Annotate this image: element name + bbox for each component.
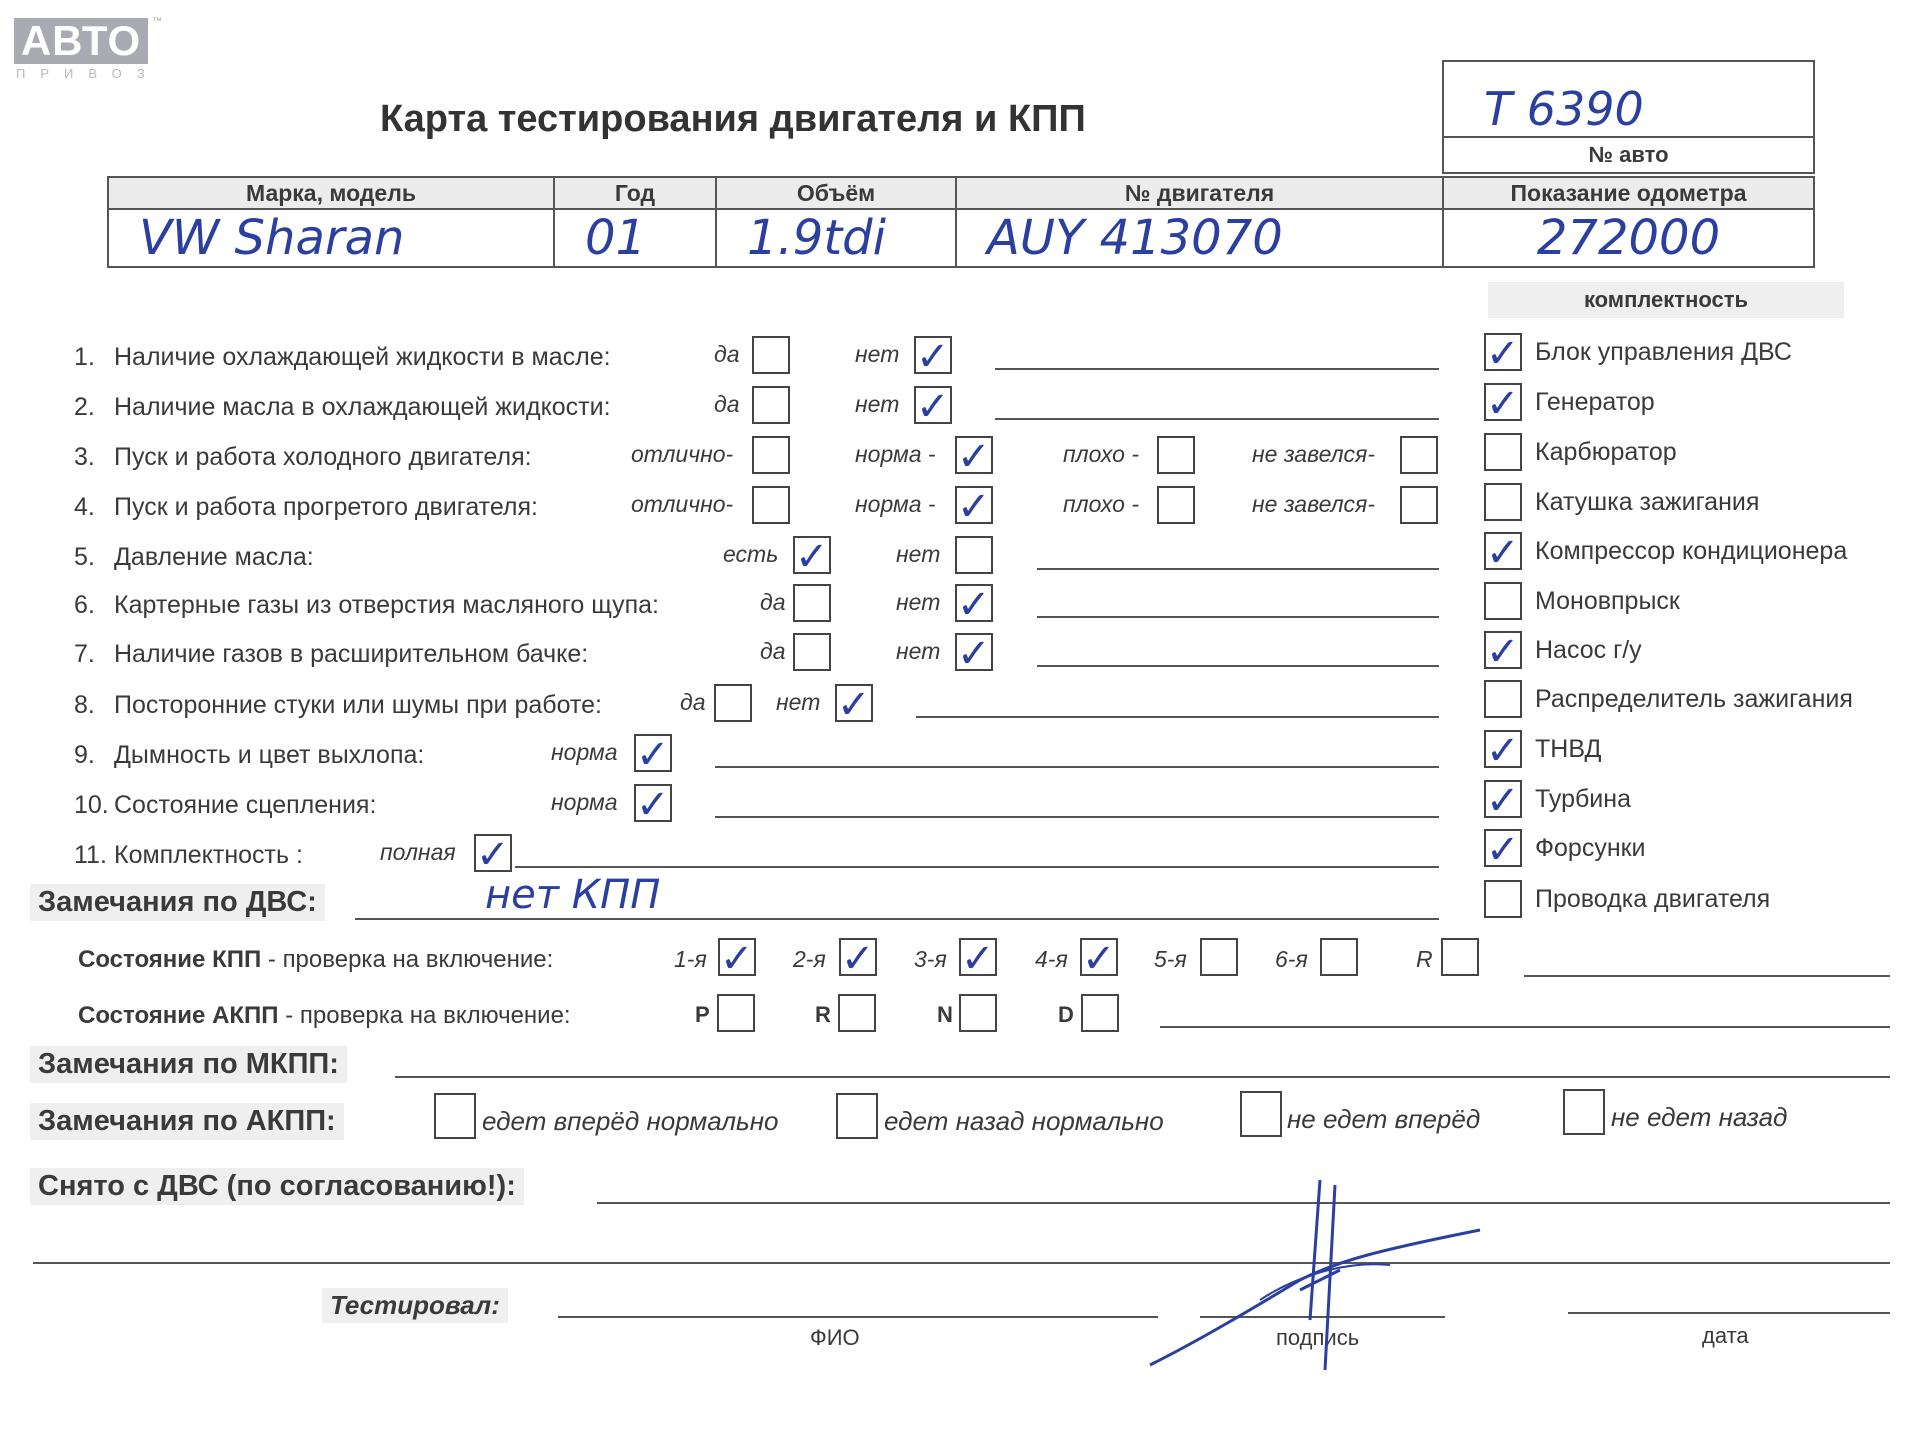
kpp-label-rest: - проверка на включение: bbox=[261, 946, 554, 973]
removed-label: Снято с ДВС (по согласованию!): bbox=[30, 1168, 524, 1205]
q6-text: Картерные газы из отверстия масляного щупа: bbox=[114, 591, 659, 619]
q1-no-checkbox[interactable] bbox=[914, 334, 952, 380]
q4-opt-excellent: отлично- bbox=[631, 491, 734, 517]
komplekt-label-10: Форсунки bbox=[1535, 834, 1646, 862]
q3-normal-checkbox[interactable] bbox=[955, 434, 993, 480]
q9-normal-check: ✓ bbox=[636, 732, 670, 778]
removed-line-2 bbox=[33, 1262, 1890, 1264]
kpp-gear-2-label: 2-я bbox=[793, 946, 826, 972]
q4-normal-check: ✓ bbox=[957, 484, 991, 530]
remarks-mkpp-label: Замечания по МКПП: bbox=[30, 1046, 347, 1083]
kpp-gear-r-label: R bbox=[1416, 946, 1433, 972]
komplekt-check-0: ✓ bbox=[1486, 331, 1520, 377]
vehicle-info-table bbox=[107, 176, 1815, 268]
akpp-forward-ok-label: едет вперёд нормально bbox=[482, 1106, 779, 1136]
q3-opt-nostart: не завелся- bbox=[1252, 441, 1376, 467]
komplekt-check-4: ✓ bbox=[1486, 530, 1520, 576]
kpp-gear-4-label: 4-я bbox=[1035, 946, 1068, 972]
komplekt-checkbox-9[interactable] bbox=[1484, 778, 1522, 824]
col-engine-number: № двигателя bbox=[957, 178, 1442, 208]
q10-line bbox=[715, 816, 1439, 818]
q7-text: Наличие газов в расширительном бачке: bbox=[114, 640, 589, 668]
kpp-gear-5-label: 5-я bbox=[1154, 946, 1187, 972]
kpp-label-bold: Состояние КПП bbox=[78, 946, 262, 973]
komplekt-label-8: ТНВД bbox=[1535, 735, 1602, 763]
q11-opt-full: полная bbox=[380, 839, 456, 865]
komplekt-label-2: Карбюратор bbox=[1535, 438, 1677, 466]
akpp-mode-r-checkbox[interactable] bbox=[838, 994, 876, 1032]
q3-opt-normal: норма - bbox=[855, 441, 936, 467]
q7-no-checkbox[interactable] bbox=[955, 631, 993, 677]
kpp-gear-4-checkbox[interactable] bbox=[1080, 936, 1118, 982]
komplekt-label-1: Генератор bbox=[1535, 388, 1655, 416]
value-engine-number: AUY 413070 bbox=[987, 210, 1283, 266]
fio-line bbox=[558, 1316, 1158, 1318]
q4-opt-bad: плохо - bbox=[1063, 491, 1139, 517]
q5-number: 5. bbox=[74, 543, 95, 571]
kpp-gear-1-check: ✓ bbox=[720, 936, 754, 982]
remarks-dvs-label: Замечания по ДВС: bbox=[30, 884, 325, 921]
akpp-line bbox=[1160, 1026, 1890, 1028]
q4-opt-nostart: не завелся- bbox=[1252, 491, 1376, 517]
q8-opt-yes: да bbox=[680, 689, 706, 715]
kpp-gear-3-label: 3-я bbox=[914, 946, 947, 972]
logo-subtitle: ПРИВОЗ bbox=[16, 66, 160, 81]
kpp-gear-3-check: ✓ bbox=[961, 936, 995, 982]
kpp-gear-6-label: 6-я bbox=[1275, 946, 1308, 972]
q2-opt-no: нет bbox=[855, 391, 900, 417]
col-year: Год bbox=[555, 178, 715, 208]
kpp-label bbox=[78, 946, 553, 974]
q1-no-check: ✓ bbox=[916, 334, 950, 380]
q8-no-check: ✓ bbox=[837, 682, 871, 728]
q4-nostart-checkbox[interactable] bbox=[1400, 486, 1438, 524]
akpp-mode-d-checkbox[interactable] bbox=[1081, 994, 1119, 1032]
q7-opt-yes: да bbox=[760, 638, 786, 664]
komplekt-label-0: Блок управления ДВС bbox=[1535, 338, 1792, 366]
value-model: VW Sharan bbox=[139, 210, 405, 266]
q2-number: 2. bbox=[74, 393, 95, 421]
komplekt-checkbox-8[interactable] bbox=[1484, 728, 1522, 774]
q5-opt-yes: есть bbox=[723, 541, 779, 567]
akpp-label-bold: Состояние АКПП bbox=[78, 1002, 279, 1029]
q11-number: 11. bbox=[74, 841, 107, 869]
kpp-gear-5-checkbox[interactable] bbox=[1200, 938, 1238, 976]
komplekt-checkbox-4[interactable] bbox=[1484, 530, 1522, 576]
value-odometer: 272000 bbox=[1536, 210, 1721, 266]
q6-opt-yes: да bbox=[760, 589, 786, 615]
q3-opt-excellent: отлично- bbox=[631, 441, 734, 467]
q5-text: Давление масла: bbox=[114, 543, 314, 571]
akpp-mode-r-label: R bbox=[815, 1002, 831, 1027]
kpp-line bbox=[1524, 975, 1890, 977]
q6-opt-no: нет bbox=[896, 589, 941, 615]
q10-normal-checkbox[interactable] bbox=[634, 782, 672, 828]
kpp-gear-2-check: ✓ bbox=[841, 936, 875, 982]
komplekt-checkbox-10[interactable] bbox=[1484, 827, 1522, 873]
q4-normal-checkbox[interactable] bbox=[955, 484, 993, 530]
komplekt-label-7: Распределитель зажигания bbox=[1535, 685, 1853, 713]
komplekt-label-11: Проводка двигателя bbox=[1535, 885, 1771, 913]
q1-line bbox=[995, 368, 1439, 370]
q8-no-checkbox[interactable] bbox=[835, 682, 873, 728]
date-caption: дата bbox=[1702, 1323, 1749, 1348]
kpp-gear-r-checkbox[interactable] bbox=[1441, 938, 1479, 976]
komplekt-checkbox-1[interactable] bbox=[1484, 381, 1522, 427]
value-volume: 1.9tdi bbox=[747, 210, 886, 266]
tested-label: Тестировал: bbox=[322, 1288, 508, 1323]
q7-no-check: ✓ bbox=[957, 631, 991, 677]
komplekt-checkbox-2[interactable] bbox=[1484, 433, 1522, 471]
q1-opt-no: нет bbox=[855, 341, 900, 367]
auto-number-value: T 6390 bbox=[1484, 82, 1644, 136]
akpp-forward-ok-checkbox[interactable] bbox=[434, 1093, 476, 1139]
signature-drawing bbox=[1140, 1170, 1500, 1380]
q7-yes-checkbox[interactable] bbox=[793, 633, 831, 671]
q4-excellent-checkbox[interactable] bbox=[752, 486, 790, 524]
komplekt-checkbox-0[interactable] bbox=[1484, 331, 1522, 377]
q1-text: Наличие охлаждающей жидкости в масле: bbox=[114, 343, 611, 371]
q5-yes-checkbox[interactable] bbox=[793, 534, 831, 580]
komplekt-check-8: ✓ bbox=[1486, 728, 1520, 774]
komplekt-check-6: ✓ bbox=[1486, 629, 1520, 675]
auto-number-box bbox=[1442, 60, 1815, 174]
q10-text: Состояние сцепления: bbox=[114, 791, 377, 819]
q5-opt-no: нет bbox=[896, 541, 941, 567]
q7-opt-no: нет bbox=[896, 638, 941, 664]
q9-number: 9. bbox=[74, 741, 95, 769]
signature-caption: подпись bbox=[1276, 1325, 1360, 1350]
komplekt-checkbox-7[interactable] bbox=[1484, 680, 1522, 718]
akpp-label bbox=[78, 1002, 571, 1030]
kpp-gear-6-checkbox[interactable] bbox=[1320, 938, 1358, 976]
q11-full-check: ✓ bbox=[476, 832, 510, 878]
akpp-mode-p-checkbox[interactable] bbox=[717, 994, 755, 1032]
komplekt-checkbox-5[interactable] bbox=[1484, 582, 1522, 620]
q3-excellent-checkbox[interactable] bbox=[752, 436, 790, 474]
kpp-gear-1-checkbox[interactable] bbox=[718, 936, 756, 982]
q4-text: Пуск и работа прогретого двигателя: bbox=[114, 493, 538, 521]
q4-opt-normal: норма - bbox=[855, 491, 936, 517]
q4-number: 4. bbox=[74, 493, 95, 521]
q11-full-checkbox[interactable] bbox=[474, 832, 512, 878]
q2-line bbox=[995, 418, 1439, 420]
col-model: Марка, модель bbox=[109, 178, 553, 208]
akpp-no-forward-label: не едет вперёд bbox=[1287, 1104, 1481, 1134]
akpp-back-ok-checkbox[interactable] bbox=[836, 1093, 878, 1139]
logo-text: АВТО bbox=[14, 18, 148, 64]
col-odometer: Показание одометра bbox=[1444, 178, 1813, 208]
q2-text: Наличие масла в охлаждающей жидкости: bbox=[114, 393, 611, 421]
logo-trademark: ™ bbox=[152, 16, 162, 27]
akpp-mode-n-label: N bbox=[937, 1002, 953, 1027]
q3-number: 3. bbox=[74, 443, 95, 471]
komplekt-checkbox-3[interactable] bbox=[1484, 483, 1522, 521]
q1-yes-checkbox[interactable] bbox=[752, 336, 790, 374]
komplekt-label-6: Насос г/у bbox=[1535, 636, 1642, 664]
q3-nostart-checkbox[interactable] bbox=[1400, 436, 1438, 474]
q3-opt-bad: плохо - bbox=[1063, 441, 1139, 467]
remarks-dvs-line bbox=[355, 918, 1439, 920]
akpp-mode-n-checkbox[interactable] bbox=[959, 994, 997, 1032]
akpp-no-back-checkbox[interactable] bbox=[1563, 1089, 1605, 1135]
value-year: 01 bbox=[585, 210, 647, 266]
q6-no-check: ✓ bbox=[957, 582, 991, 628]
komplekt-checkbox-6[interactable] bbox=[1484, 629, 1522, 675]
q9-normal-checkbox[interactable] bbox=[634, 732, 672, 778]
q11-line bbox=[515, 866, 1439, 868]
akpp-no-back-label: не едет назад bbox=[1611, 1102, 1788, 1132]
q3-normal-check: ✓ bbox=[957, 434, 991, 480]
komplekt-check-10: ✓ bbox=[1486, 827, 1520, 873]
date-line bbox=[1568, 1312, 1890, 1314]
q10-number: 10. bbox=[74, 791, 109, 819]
komplekt-check-9: ✓ bbox=[1486, 778, 1520, 824]
q7-number: 7. bbox=[74, 640, 95, 668]
q11-text: Комплектность : bbox=[114, 841, 303, 869]
q2-opt-yes: да bbox=[714, 391, 740, 417]
q9-line bbox=[715, 766, 1439, 768]
q6-number: 6. bbox=[74, 591, 95, 619]
kpp-gear-3-checkbox[interactable] bbox=[959, 936, 997, 982]
q9-text: Дымность и цвет выхлопа: bbox=[114, 741, 425, 769]
q8-line bbox=[916, 716, 1439, 718]
akpp-no-forward-checkbox[interactable] bbox=[1240, 1091, 1282, 1137]
q4-bad-checkbox[interactable] bbox=[1157, 486, 1195, 524]
fio-caption: ФИО bbox=[810, 1325, 860, 1350]
q5-line bbox=[1037, 568, 1439, 570]
q6-yes-checkbox[interactable] bbox=[793, 584, 831, 622]
komplekt-label-5: Моновпрыск bbox=[1535, 587, 1680, 615]
q1-opt-yes: да bbox=[714, 341, 740, 367]
q10-opt-normal: норма bbox=[551, 789, 618, 815]
komplekt-checkbox-11[interactable] bbox=[1484, 880, 1522, 918]
q3-bad-checkbox[interactable] bbox=[1157, 436, 1195, 474]
komplekt-label-4: Компрессор кондиционера bbox=[1535, 537, 1848, 565]
q3-text: Пуск и работа холодного двигателя: bbox=[114, 443, 532, 471]
akpp-label-rest: - проверка на включение: bbox=[278, 1002, 571, 1029]
auto-number-label: № авто bbox=[1444, 136, 1813, 172]
q2-no-checkbox[interactable] bbox=[914, 384, 952, 430]
q2-yes-checkbox[interactable] bbox=[752, 386, 790, 424]
q8-number: 8. bbox=[74, 691, 95, 719]
komplekt-label-3: Катушка зажигания bbox=[1535, 488, 1760, 516]
remarks-dvs-value: нет КПП bbox=[485, 872, 661, 918]
akpp-mode-d-label: D bbox=[1058, 1002, 1074, 1027]
komplekt-heading: комплектность bbox=[1488, 282, 1844, 318]
q1-number: 1. bbox=[74, 343, 95, 371]
q5-yes-check: ✓ bbox=[795, 534, 829, 580]
page-title: Карта тестирования двигателя и КПП bbox=[380, 98, 1086, 140]
akpp-back-ok-label: едет назад нормально bbox=[884, 1106, 1164, 1136]
kpp-gear-4-check: ✓ bbox=[1082, 936, 1116, 982]
q6-line bbox=[1037, 616, 1439, 618]
q8-text: Посторонние стуки или шумы при работе: bbox=[114, 691, 602, 719]
komplekt-label-9: Турбина bbox=[1535, 785, 1631, 813]
akpp-mode-p-label: P bbox=[695, 1002, 710, 1027]
q8-opt-no: нет bbox=[776, 689, 821, 715]
q7-line bbox=[1037, 665, 1439, 667]
col-volume: Объём bbox=[717, 178, 955, 208]
logo bbox=[14, 18, 160, 81]
komplekt-check-1: ✓ bbox=[1486, 381, 1520, 427]
remarks-mkpp-line bbox=[395, 1076, 1890, 1078]
q6-no-checkbox[interactable] bbox=[955, 582, 993, 628]
q8-yes-checkbox[interactable] bbox=[714, 684, 752, 722]
kpp-gear-2-checkbox[interactable] bbox=[839, 936, 877, 982]
q9-opt-normal: норма bbox=[551, 739, 618, 765]
q5-no-checkbox[interactable] bbox=[955, 536, 993, 574]
remarks-akpp-label: Замечания по АКПП: bbox=[30, 1103, 344, 1140]
q10-normal-check: ✓ bbox=[636, 782, 670, 828]
q2-no-check: ✓ bbox=[916, 384, 950, 430]
kpp-gear-1-label: 1-я bbox=[674, 946, 707, 972]
